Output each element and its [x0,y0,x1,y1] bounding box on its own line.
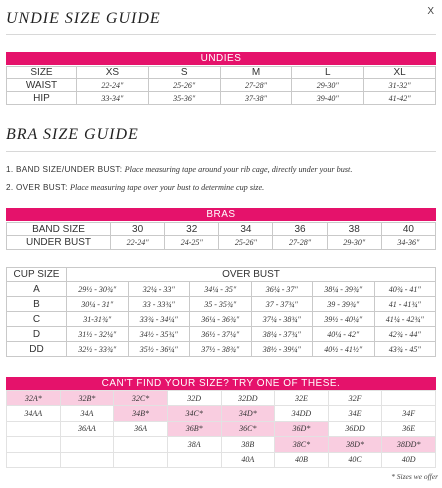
over-bust-value: 38¼ - 37¾" [251,327,313,342]
alt-size-cell: 40C [328,452,382,467]
size-label: SIZE [7,67,77,79]
alt-size-row [7,437,436,452]
hip-value: 33-34" [77,92,149,105]
size-l: L [292,67,364,79]
alt-sizes-banner: CAN'T FIND YOUR SIZE? TRY ONE OF THESE. [6,377,436,390]
hip-value: 39-40" [292,92,364,105]
empty-cell [382,391,436,406]
alt-size-row [7,421,436,436]
alt-size-row [7,406,436,421]
over-bust-value: 36¼ - 36¾" [190,312,252,327]
undie-size-row [7,67,436,79]
over-bust-label: OVER BUST [67,268,436,282]
under-bust-label: UNDER BUST [7,236,111,250]
alt-size-cell: 34DD [275,406,329,421]
alt-size-cell: 32E [275,391,329,406]
over-bust-value: 36¼ - 37" [251,282,313,297]
alt-size-cell: 40D [382,452,436,467]
cup-size-table [6,267,436,357]
alt-size-cell: 40B [275,452,329,467]
over-bust-value: 32½ - 33¾" [67,342,129,357]
alt-size-cell: 36C* [221,421,275,436]
empty-cell [7,452,61,467]
cup-row-a [7,282,436,297]
alt-size-cell: 38D* [328,437,382,452]
alt-size-cell: 32C* [114,391,168,406]
band-size-row [7,223,436,236]
alt-size-cell: 34F [382,406,436,421]
alt-size-cell: 36D* [275,421,329,436]
over-bust-value: 38½ - 39¼" [251,342,313,357]
over-bust-value: 37 - 37¾" [251,297,313,312]
alt-size-row [7,452,436,467]
band-size-value: 40 [381,223,435,236]
undie-size-guide-title: UNDIE SIZE GUIDE [6,10,161,27]
under-bust-value: 29-30" [327,236,381,250]
band-size-table [6,222,436,250]
hip-row [7,92,436,105]
alt-sizes-table [6,390,436,468]
cup-size-label: CUP SIZE [7,268,67,282]
instruction-label: 1. BAND SIZE/UNDER BUST: [6,165,123,174]
under-bust-value: 34-36" [381,236,435,250]
empty-cell [114,452,168,467]
over-bust-value: 37¼ - 38¾" [251,312,313,327]
hip-value: 37-38" [220,92,292,105]
alt-size-cell: 32F [328,391,382,406]
over-bust-value: 35 - 35¾" [190,297,252,312]
alt-size-cell: 36DD [328,421,382,436]
alt-size-cell: 36AA [60,421,114,436]
over-bust-value: 31½ - 32¼" [67,327,129,342]
empty-cell [60,437,114,452]
alt-size-cell: 34B* [114,406,168,421]
cup-letter: DD [7,342,67,357]
instruction-over-bust [6,183,436,192]
over-bust-value: 41 - 41¾" [374,297,436,312]
under-bust-value: 22-24" [111,236,165,250]
instruction-text: Place measuring tape over your bust to determine cup size. [69,183,265,192]
over-bust-value: 34¼ - 35" [190,282,252,297]
over-bust-value: 38¼ - 39¾" [313,282,375,297]
alt-size-cell: 36E [382,421,436,436]
divider [6,34,436,35]
cup-row-dd [7,342,436,357]
alt-size-cell: 34A [60,406,114,421]
band-size-value: 36 [273,223,327,236]
cup-letter: D [7,327,67,342]
waist-row [7,79,436,92]
empty-cell [167,452,221,467]
band-size-value: 30 [111,223,165,236]
undie-size-table [6,66,436,105]
cup-letter: C [7,312,67,327]
under-bust-value: 24-25" [165,236,219,250]
hip-value: 35-36" [148,92,220,105]
instruction-text: Place measuring tape around your rib cage, directly under your bust. [124,165,353,174]
under-bust-row [7,236,436,250]
alt-size-cell: 32B* [60,391,114,406]
over-bust-value: 29½ - 30¾" [67,282,129,297]
instruction-band-size [6,165,436,174]
alt-size-cell: 34C* [167,406,221,421]
over-bust-value: 40½ - 41½" [313,342,375,357]
divider [6,151,436,152]
alt-size-cell: 32A* [7,391,61,406]
close-button[interactable]: X [427,6,434,17]
over-bust-value: 39½ - 40¼" [313,312,375,327]
bra-size-guide-title: BRA SIZE GUIDE [6,126,139,143]
over-bust-value: 41¼ - 42¾" [374,312,436,327]
over-bust-value: 30¼ - 31" [67,297,129,312]
size-m: M [220,67,292,79]
waist-value: 22-24" [77,79,149,92]
over-bust-value: 37½ - 38¾" [190,342,252,357]
alt-size-cell: 38C* [275,437,329,452]
over-bust-value: 34½ - 35¾" [128,327,190,342]
band-size-value: 38 [327,223,381,236]
empty-cell [114,437,168,452]
under-bust-value: 27-28" [273,236,327,250]
alt-size-cell: 38A [167,437,221,452]
over-bust-value: 42¾ - 44" [374,327,436,342]
alt-size-cell: 40A [221,452,275,467]
alt-size-cell: 32D [167,391,221,406]
over-bust-value: 32¼ - 33" [128,282,190,297]
hip-label: HIP [7,92,77,105]
alt-size-cell: 34E [328,406,382,421]
empty-cell [7,437,61,452]
band-size-value: 34 [219,223,273,236]
waist-value: 31-32" [364,79,436,92]
over-bust-value: 35½ - 36¼" [128,342,190,357]
over-bust-value: 31-31¾" [67,312,129,327]
waist-value: 25-26" [148,79,220,92]
alt-size-cell: 36A [114,421,168,436]
alt-size-cell: 32DD [221,391,275,406]
alt-size-cell: 34D* [221,406,275,421]
over-bust-value: 39 - 39¾" [313,297,375,312]
over-bust-value: 40¾ - 41" [374,282,436,297]
under-bust-value: 25-26" [219,236,273,250]
size-xs: XS [77,67,149,79]
over-bust-value: 33 - 33¾" [128,297,190,312]
cup-row-b [7,297,436,312]
over-bust-value: 43¾ - 45" [374,342,436,357]
alt-size-cell: 38B [221,437,275,452]
waist-label: WAIST [7,79,77,92]
cup-header-row [7,268,436,282]
cup-row-c [7,312,436,327]
empty-cell [60,452,114,467]
band-size-value: 32 [165,223,219,236]
alt-size-cell: 38DD* [382,437,436,452]
over-bust-value: 40¼ - 42" [313,327,375,342]
waist-value: 27-28" [220,79,292,92]
waist-value: 29-30" [292,79,364,92]
band-size-label: BAND SIZE [7,223,111,236]
alt-size-cell: 34AA [7,406,61,421]
over-bust-value: 33¾ - 34¼" [128,312,190,327]
instruction-label: 2. OVER BUST: [6,183,68,192]
sizes-offered-note: * Sizes we offer [391,472,438,481]
over-bust-value: 36½ - 37¼" [190,327,252,342]
hip-value: 41-42" [364,92,436,105]
alt-size-cell: 36B* [167,421,221,436]
cup-row-d [7,327,436,342]
alt-size-row [7,391,436,406]
size-s: S [148,67,220,79]
empty-cell [7,421,61,436]
cup-letter: B [7,297,67,312]
size-xl: XL [364,67,436,79]
bras-banner: BRAS [6,208,436,221]
cup-letter: A [7,282,67,297]
undies-banner: UNDIES [6,52,436,65]
